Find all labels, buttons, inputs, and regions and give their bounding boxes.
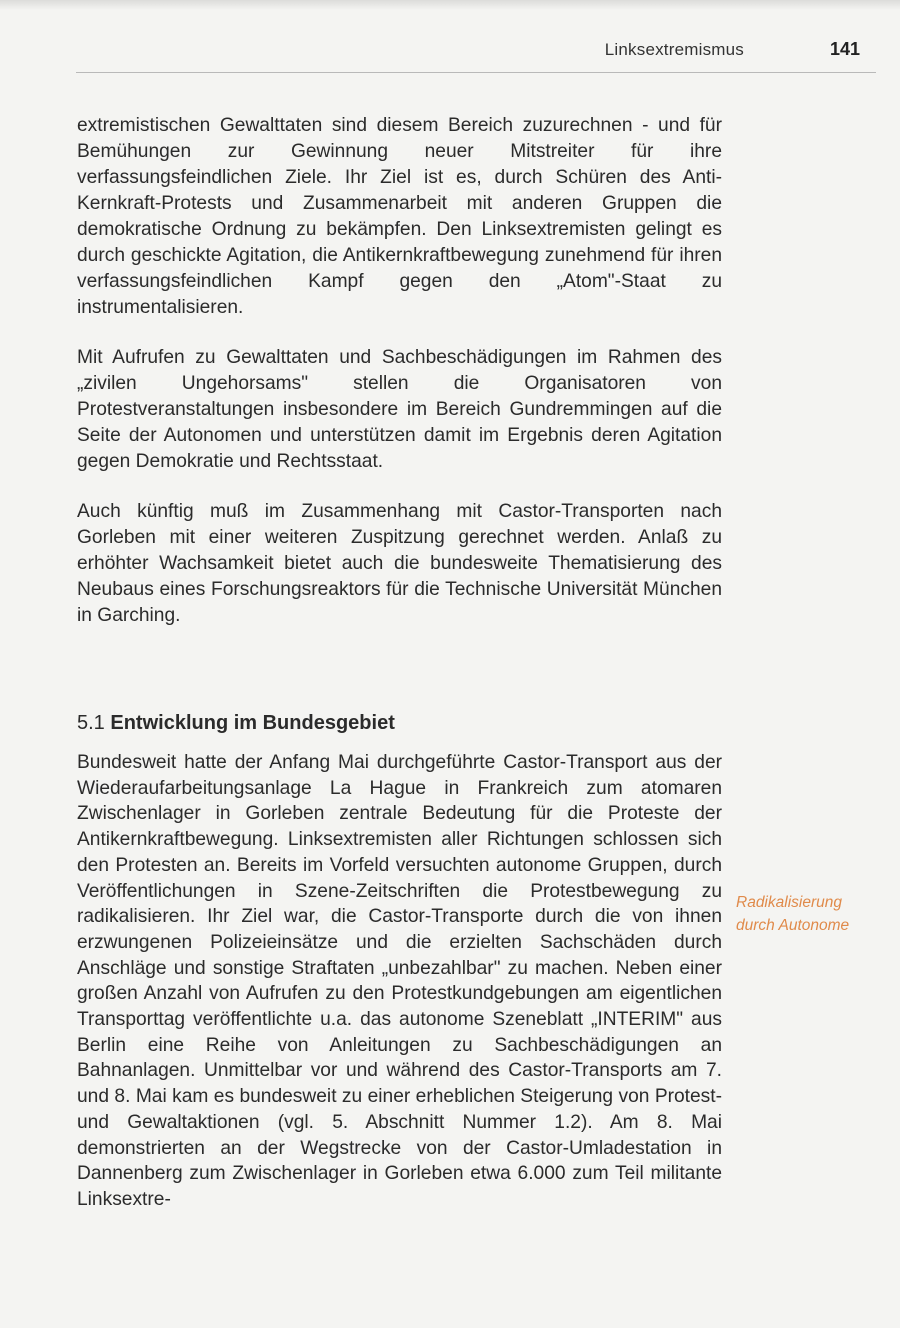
section-number: 5.1 [77,712,105,734]
section-paragraph: Bundesweit hatte der Anfang Mai durchgeführte Castor-Transport aus der Wiederaufarbeitungsanlage La Hague in Frankreich zum atomaren Zwischenlager in Gorleben zentrale Bedeutung für die Proteste der Antikernkraftbewegung. Linksextremisten aller Richtungen schlossen sich den Protesten an. Bereits im Vorfeld versuchten autonome Gruppen, durch Veröffentlichungen in Szene-Zeitschriften die Protestbewegung zu radikalisieren. Ihr Ziel war, die Castor-Transporte durch die von ihnen erzwungenen Polizeieinsätze und die erzielten Sachschäden durch Anschläge und sonstige Straftaten „unbezahlbar" zu machen. Neben einer großen Anzahl von Aufrufen zu den Protestkundgebungen am eigentlichen Transporttag veröffentlichte u.a. das autonome Szeneblatt „INTERIM" aus Berlin eine Reihe von Anleitungen zu Sachbeschädigungen an Bahnanlagen. Unmittelbar vor und während des Castor-Transports am 7. und 8. Mai kam es bundesweit zu einer erheblichen Steigerung von Protest- und Gewaltaktionen (vgl. 5. Abschnitt Nummer 1.2). Am 8. Mai demonstrierten an der Wegstrecke von der Castor-Umladestation in Dannenberg zum Zwischenlager in Gorleben etwa 6.000 zum Teil militante Linksextre- [77,752,722,1210]
paragraph-1: extremistischen Gewalttaten sind diesem Bereich zuzurechnen - und für Bemühungen zur Gewinnung neuer Mitstreiter für ihre verfassungsfeindlichen Ziele. Ihr Ziel ist es, durch Schüren des Anti-Kernkraft-Protests und Zusammenarbeit mit anderen Gruppen die demokratische Ordnung zu bekämpfen. Den Linksextremisten gelingt es durch geschickte Agitation, die Antikernkraftbewegung zunehmend für ihren verfassungsfeindlichen Kampf gegen den „Atom"-Staat zu instrumentalisieren. [77,115,722,318]
paragraph-3: Auch künftig muß im Zusammenhang mit Castor-Transporten nach Gorleben mit einer weiteren Zuspitzung gerechnet werden. Anlaß zu erhöhter Wachsamkeit bietet auch die bundesweite Thematisierung des Neubaus eines Forschungsreaktors für die Technische Universität München in Garching. [77,501,722,626]
page-top-shade [0,0,900,10]
running-title: Linksextremismus [604,40,744,59]
margin-note [736,891,886,937]
paragraph-2: Mit Aufrufen zu Gewalttaten und Sachbeschädigungen im Rahmen des „zivilen Ungehorsams" stellen die Organisatoren von Protestveranstaltungen insbesondere im Bereich Gundremmingen auf die Seite der Autonomen und unterstützen damit im Ergebnis deren Agitation gegen Demokratie und Rechtsstaat. [77,347,722,472]
page-number: 141 [829,39,860,59]
section-5-1 [77,708,722,1213]
section-heading [77,708,722,738]
body-text [77,113,722,653]
margin-note-line-1: Radikalisierung [736,894,842,911]
section-title: Entwicklung im Bundesgebiet [110,712,395,734]
margin-note-line-2: durch Autonome [736,917,850,934]
running-header [76,30,876,73]
